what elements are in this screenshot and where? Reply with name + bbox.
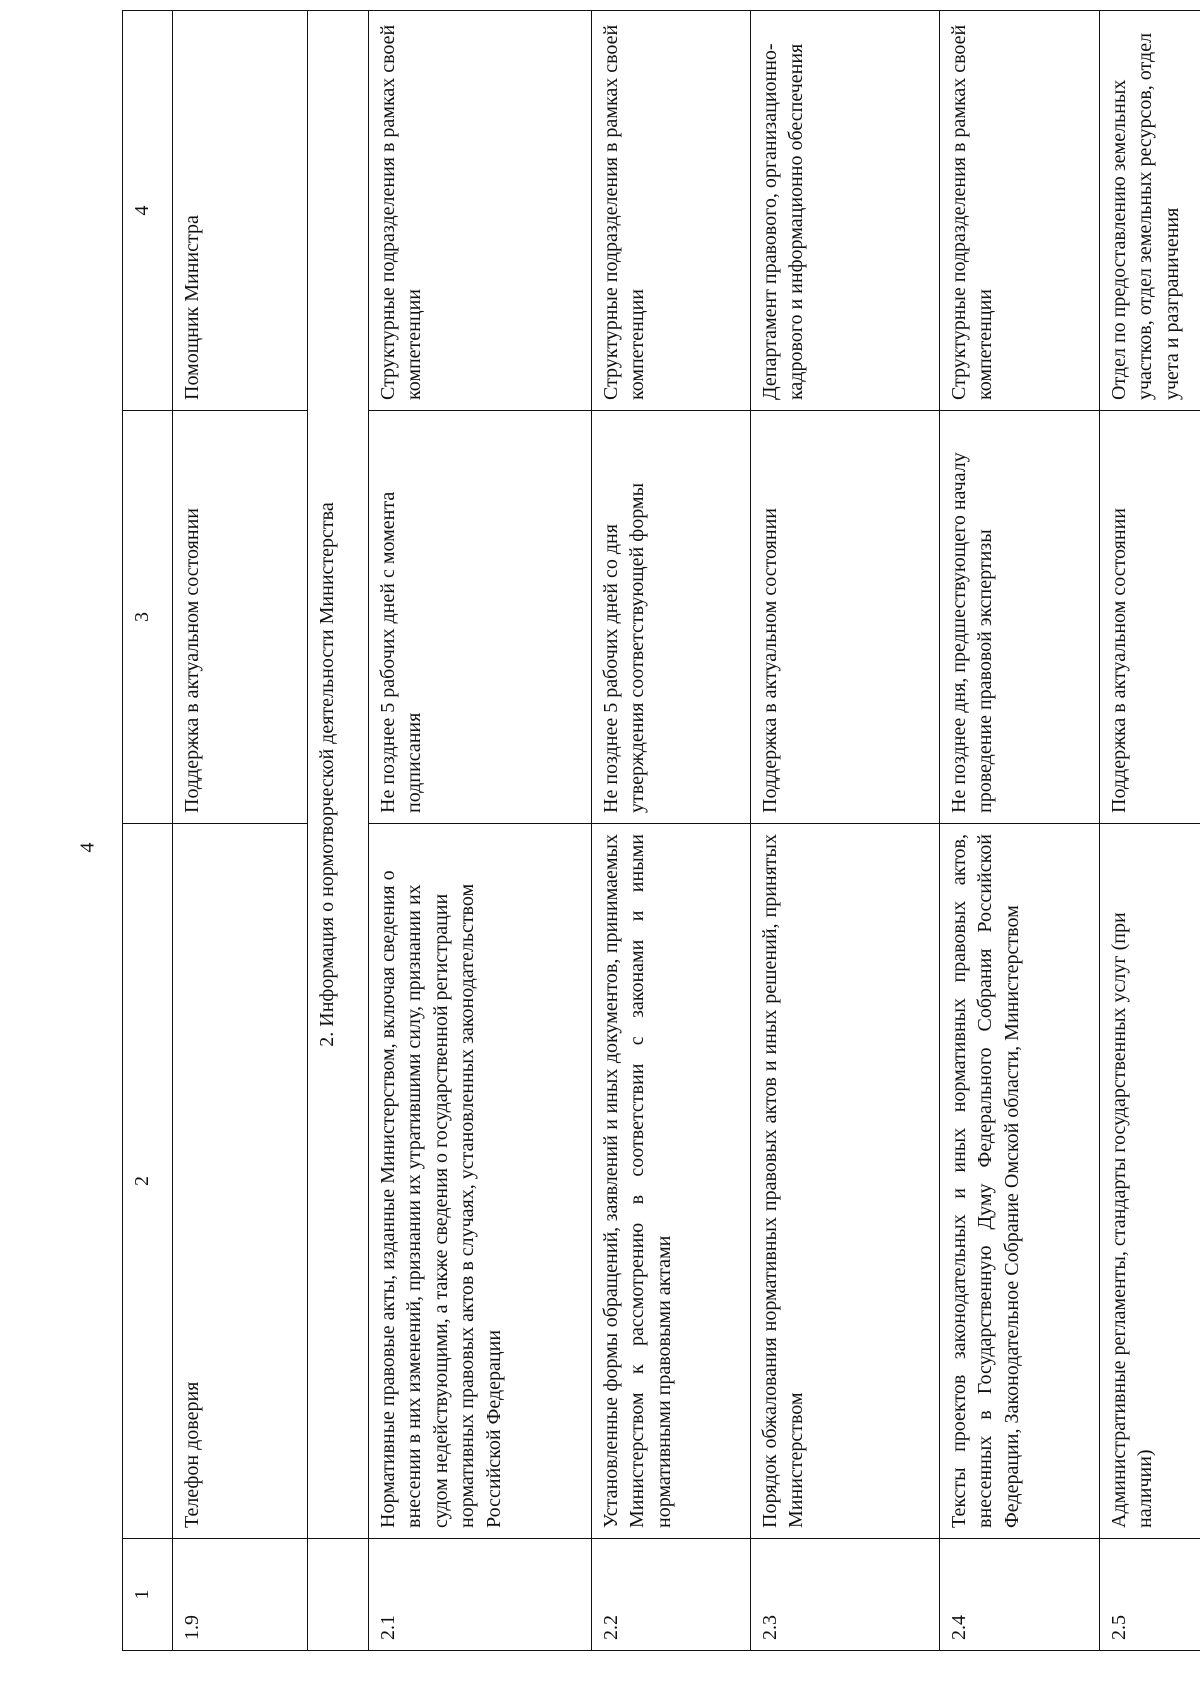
row-responsible: Отдел по предоставлению земельных участков, отдел земельных ресурсов, отдел учета и разграничения: [1099, 11, 1200, 411]
header-col-3: 3: [123, 411, 173, 824]
table-row: [592, 11, 751, 1651]
section-number-cell: [308, 1539, 369, 1651]
row-term: Поддержка в актуальном состоянии: [172, 411, 308, 824]
info-table: [122, 10, 1200, 1651]
row-term: Не позднее дня, предшествующего началу проведение правовой экспертизы: [939, 411, 1099, 824]
row-responsible: Департамент правового, организационно-кадрового и информационно обеспечения: [750, 11, 939, 411]
row-responsible: Структурные подразделения в рамках своей компетенции: [939, 11, 1099, 411]
row-name: Телефон доверия: [172, 824, 308, 1539]
row-number: 2.1: [369, 1539, 592, 1651]
table-row: [1099, 11, 1200, 1651]
row-name: Тексты проектов законодательных и иных нормативных правовых актов, внесенных в Государственную Думу Федерального Собрания Российской Федерации, Законодательное Собрание Омской области, Министерством: [939, 824, 1099, 1539]
row-number: 2.3: [750, 1539, 939, 1651]
row-term: Поддержка в актуальном состоянии: [750, 411, 939, 824]
header-col-1: 1: [123, 1539, 173, 1651]
row-name: Нормативные правовые акты, изданные Министерством, включая сведения о внесении в них изменений, признании их утратившими силу, признании их судом недействующими, а также сведения о государственной регистрации нормативных правовых актов в случаях, установленных законодательством Российской Федерации: [369, 824, 592, 1539]
table-row: [369, 11, 592, 1651]
row-term: Не позднее 5 рабочих дней с момента подписания: [369, 411, 592, 824]
row-name: Административные регламенты, стандарты государственных услуг (при наличии): [1099, 824, 1200, 1539]
row-number: 2.5: [1099, 1539, 1200, 1651]
header-col-4: 4: [123, 11, 173, 411]
section-title: 2. Информация о нормотворческой деятельности Министерства: [308, 11, 369, 1539]
row-number: 2.4: [939, 1539, 1099, 1651]
row-name: Установленные формы обращений, заявлений и иных документов, принимаемых Министерством к рассмотрению в соответствии с законами и иными нормативными правовыми актами: [592, 824, 751, 1539]
row-name: Порядок обжалования нормативных правовых актов и иных решений, принятых Министерством: [750, 824, 939, 1539]
row-term: Не позднее 5 рабочих дней со дня утверждения соответствующей формы: [592, 411, 751, 824]
table-row: [172, 11, 308, 1651]
row-responsible: Структурные подразделения в рамках своей компетенции: [592, 11, 751, 411]
row-number: 1.9: [172, 1539, 308, 1651]
table-row: [939, 11, 1099, 1651]
table-header-row: [123, 11, 173, 1651]
header-col-2: 2: [123, 824, 173, 1539]
table-row: [750, 11, 939, 1651]
section-title-row: [308, 11, 369, 1651]
page-number: 4: [76, 842, 99, 853]
rotated-table-container: [122, 11, 1200, 1651]
row-number: 2.2: [592, 1539, 751, 1651]
row-term: Поддержка в актуальном состоянии: [1099, 411, 1200, 824]
row-responsible: Структурные подразделения в рамках своей компетенции: [369, 11, 592, 411]
row-responsible: Помощник Министра: [172, 11, 308, 411]
